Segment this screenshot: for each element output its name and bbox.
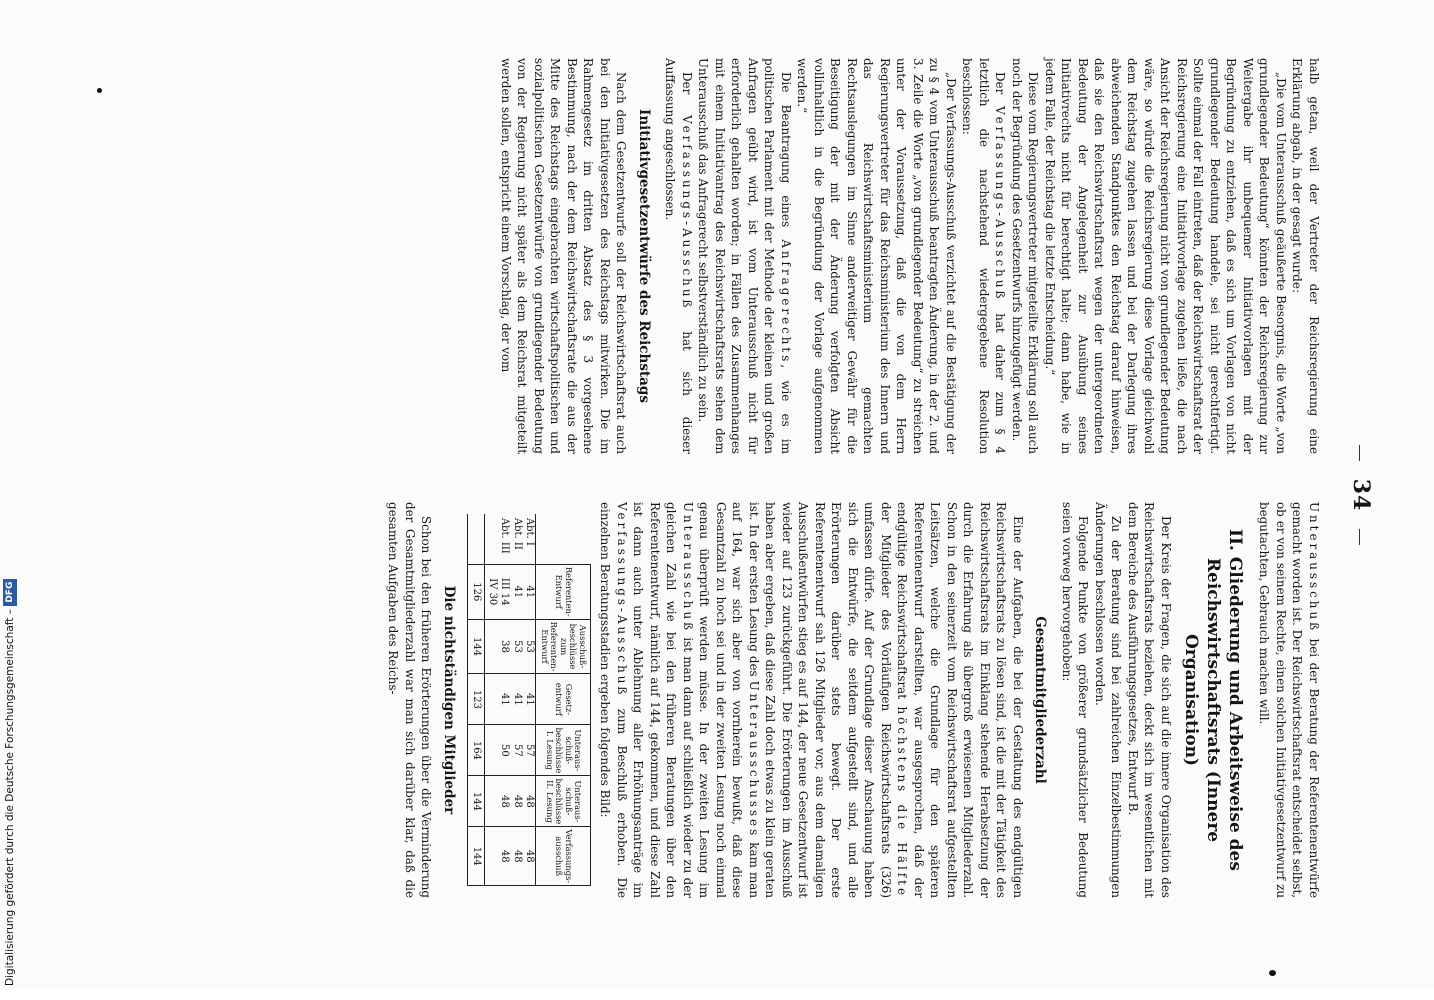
table-cell: 41 (511, 564, 524, 619)
dfg-logo: DFG (3, 579, 17, 606)
column-header: Ausschuß-beschlüsse zum Referenten-Entwurf (536, 619, 591, 674)
table-cell: 41 (523, 674, 536, 725)
table-cell (485, 725, 498, 776)
table-cell (485, 674, 498, 725)
table-total-cell: 126 (468, 564, 486, 619)
paragraph: Unterausschuß bei der Beratung der Referentenentwürfe gemacht worden ist. Der Reichswirtschaftsrat entscheidet selbst, ob er von seinem Rechte, einen solchen Initiativgesetzentwurf zu begutachten, Gebrauch machen will. (1257, 502, 1321, 898)
paragraph: Nach dem Gesetzentwurfe soll der Reichswirtschaftsrat auch bei den Initiativgesetzen des Reichstags mitwirken. Die im Rahmengesetz im dritten Absatz des § 3 vorgesehene Bestimmung, nach der dem Reichswirtschaftsrate die aus der Mitte des Reichstags eingebrachten wirtschaftspolitischen und sozialpolitischen Gesetzentwürfe von grundlegender Bedeutung von der Regierung nicht später als dem Reichsrat mitgeteilt werden sollen, entspricht einem Vorschlag, der vom (499, 58, 629, 454)
row-label (485, 514, 498, 565)
table-cell (485, 619, 498, 674)
table-total-cell: 144 (468, 776, 486, 827)
table-cell: 48 (511, 776, 524, 827)
table-total-cell: 144 (468, 827, 486, 886)
paragraph: Eine der Aufgaben, die bei der Gestaltung des endgültigen Reichswirtschaftsrats zu lösen sind, ist die mit der Tätigkeit des Reichswirtschaftsrats im Einklang stehende Herabsetzung der durch die Erfahrung als übergroß erwiesenen Mitgliederzahl. Schon in den seinerzeit vom Reichswirtschaftsrat aufgestellten Leitsätzen, welche die Grundlage für den späteren Referentenentwurf darstellten, war ausgesprochen, daß der endgültige Reichswirtschaftsrat höchstens die Hälfte der Mitglieder des Vorläufigen Reichswirtschaftsrats (326) umfassen dürfe. Auf der Grundlage dieser Anschauung haben sich die Entwürfe, die seitdem aufgestellt sind, und alle Erörterungen darüber stets bewegt. Der erste Referentenentwurf sah 126 Mitglieder vor, aus dem damaligen Ausschußentwürfen stieg es auf 144, der neue Gesetzentwurf ist wieder auf 123 zurückgeführt. Die Erörterungen im Ausschuß haben aber ergeben, daß diese Zahl doch etwas zu klein geraten ist. In der ersten Lesung des Unterausschusses kam man auf 164, war sich aber von vornherein bewußt, daß diese Gesamtzahl zu hoch sei und in der zweiten Lesung noch einmal genau überprüft werden müsse. In der zweiten Lesung im Unterausschuß ist man dann auf schließlich wieder zu der gleichen Zahl wie bei den früheren Beratungen über den Referentenentwurf, nämlich auf 144, gekommen, und diese Zahl ist dann auch unter Ablehnung aller Erhöhungsanträge im Verfassungs-Ausschuß zum Beschluß erhoben. Die einzelnen Beratungsstadien ergeben folgendes Bild: (598, 502, 1025, 898)
paragraph: „Der Verfassungs-Ausschuß verzichtet auf die Bestätigung der zu § 4 vom Unterausschuß beantragten Änderung, in der 2. und 3. Zeile die Worte „von grundlegender Bedeutung“ zu streichen unter der Voraussetzung, daß die von dem Herrn Regierungsvertreter für das Reichsministerium des Innern und das Reichswirtschaftsministerium gemachten Rechtsauslegungen im Sinne anderweitiger Gewähr für die Beseitigung der mit der Änderung verfolgten Absicht vollinhaltlich in die Begründung der Vorlage aufgenommen werden.“ (795, 58, 958, 454)
section-subheading: Gesamtmitgliederzahl (1032, 616, 1049, 784)
table-row (523, 514, 536, 886)
table-total-cell: 164 (468, 725, 486, 776)
column-header: Referenten-Entwurf (536, 564, 591, 619)
left-column (498, 58, 1323, 454)
section-subheading: Initiativgesetzentwürfe des Reichstags (636, 109, 652, 403)
table-cell: 48 (511, 827, 524, 886)
print-speck (97, 88, 102, 93)
right-column (385, 502, 1322, 898)
column-header: Unteraus-schuß-beschlüsse I. Lesung (536, 725, 591, 776)
table-cell: 53 (511, 619, 524, 674)
table-cell: IV 30 (485, 564, 498, 619)
table-cell: 48 (523, 827, 536, 886)
row-label: Abt. II (511, 514, 524, 565)
table-cell (485, 827, 498, 886)
column-header: Gesetz-entwurf (536, 674, 591, 725)
table-cell: 57 (511, 725, 524, 776)
paragraph: „Die vom Unterausschuß geäußerte Besorgnis, die Worte „von grundlegender Bedeutung“ könnten der Reichsregierung zur Weitergabe ihr unbequemer Initiativvorlagen mit der Begründung zu entziehen, daß es sich um Vorlagen von nicht grundlegender Bedeutung handele, sei nicht gerechtfertigt. Sollte einmal der Fall eintreten, daß der Reichswirtschaftsrat der Reichsregierung eine Initiativvorlage zugehen ließe, die nach Ansicht der Reichsregierung nicht von grundlegender Bedeutung wäre, so würde die Reichsregierung diese Vorlage gleichwohl dem Reichstag zugehen lassen und bei der Darlegung ihres abweichenden Standpunktes den Reichstag darauf hinweisen, daß sie den Reichswirtschaftsrat wegen der untergeordneten Bedeutung der Angelegenheit zur Ausübung seines Initiativrechts nicht für berechtigt halte; dann habe, wie in jedem Falle, der Reichstag die letzte Entscheidung.“ (1043, 58, 1288, 454)
table-row (511, 514, 524, 886)
column-header: Verfassungs-ausschuß (536, 827, 591, 886)
column-header: Unteraus-schuß-beschlüsse II. Lesung (536, 776, 591, 827)
page-number: 34 (1348, 0, 1374, 990)
table-cell: 53 (523, 619, 536, 674)
table-corner (536, 514, 591, 565)
table-cell: 57 (523, 725, 536, 776)
table-cell: 38 (498, 619, 511, 674)
table-total-cell: 123 (468, 674, 486, 725)
table-cell: 41 (511, 674, 524, 725)
table-cell: 41 (498, 674, 511, 725)
paragraph: Schon bei den früheren Erörterungen über die Verminderung der Gesamtmitgliederzahl war man sich darüber klar, daß die gesamten Aufgaben des Reichs- (386, 502, 434, 898)
table-row (498, 514, 511, 886)
table-cell: 48 (523, 776, 536, 827)
table-cell: 48 (498, 776, 511, 827)
paragraph: Folgende Punkte von größerer grundsätzlicher Bedeutung seien vorweg hervorgehoben: (1060, 502, 1091, 898)
row-label: Abt. III (498, 514, 511, 565)
paragraph: Zu der Beratung sind bei zahlreichen Einzelbestimmungen Änderungen beschlossen worden. (1093, 502, 1124, 898)
digitization-credit (0, 0, 20, 1000)
print-speck (1269, 970, 1276, 976)
section-heading: II. Gliederung und Arbeitsweise des Reichswirtschaftsrats (Innere Organisation) (1181, 529, 1245, 871)
paragraph: Der Verfassungs-Ausschuß hat daher zum § 4 letztlich die nachstehend wiedergegebene Resolution beschlossen: (960, 58, 1008, 454)
table-cell: 41 (523, 564, 536, 619)
paragraph: Der Verfassungs-Ausschuß hat sich dieser Auffassung angeschlossen. (663, 58, 694, 454)
section-subheading: Die nichtständigen Mitglieder (441, 585, 457, 815)
paragraph: halb getan, weil der Vertreter der Reichsregierung eine Erklärung abgab, in der gesagt wurde: (1290, 58, 1321, 454)
table-total-row (468, 514, 486, 886)
member-allocation-table (467, 514, 591, 886)
paragraph: Diese vom Regierungsvertreter mitgeteilte Erklärung soll auch noch der Begründung des Gesetzentwurfs hinzugefügt werden. (1010, 58, 1041, 454)
row-label: Abt. I (523, 514, 536, 565)
table-header-row (536, 514, 591, 886)
table-cell (485, 776, 498, 827)
table-row (485, 514, 498, 886)
credit-text: Digitalisierung gefördert durch die Deutsche Forschungsgemeinschaft – (4, 609, 16, 986)
table-cell: 50 (498, 725, 511, 776)
table-cell: 48 (498, 827, 511, 886)
table-total-cell: 144 (468, 619, 486, 674)
paragraph: Die Beantragung eines Anfragerechts, wie es im politischen Parlament mit der Methode der kleinen und großen Anfragen geübt wird, ist vom Unterausschuß nicht für erforderlich gehalten worden; in Fällen des Zusammenhanges mit einem Initiativantrag des Reichswirtschaftsrats sehen dem Unterausschuß das Anfragerecht selbstverständlich zu sein. (696, 58, 793, 455)
row-label (468, 514, 486, 565)
table-cell: III 14 (498, 564, 511, 619)
paragraph: Der Kreis der Fragen, die sich auf die innere Organisation des Reichswirtschaftsrats beziehen, deckt sich im wesentlichen mit dem Bereiche des Ausführungsgesetzes, Entwurf B. (1126, 502, 1173, 898)
